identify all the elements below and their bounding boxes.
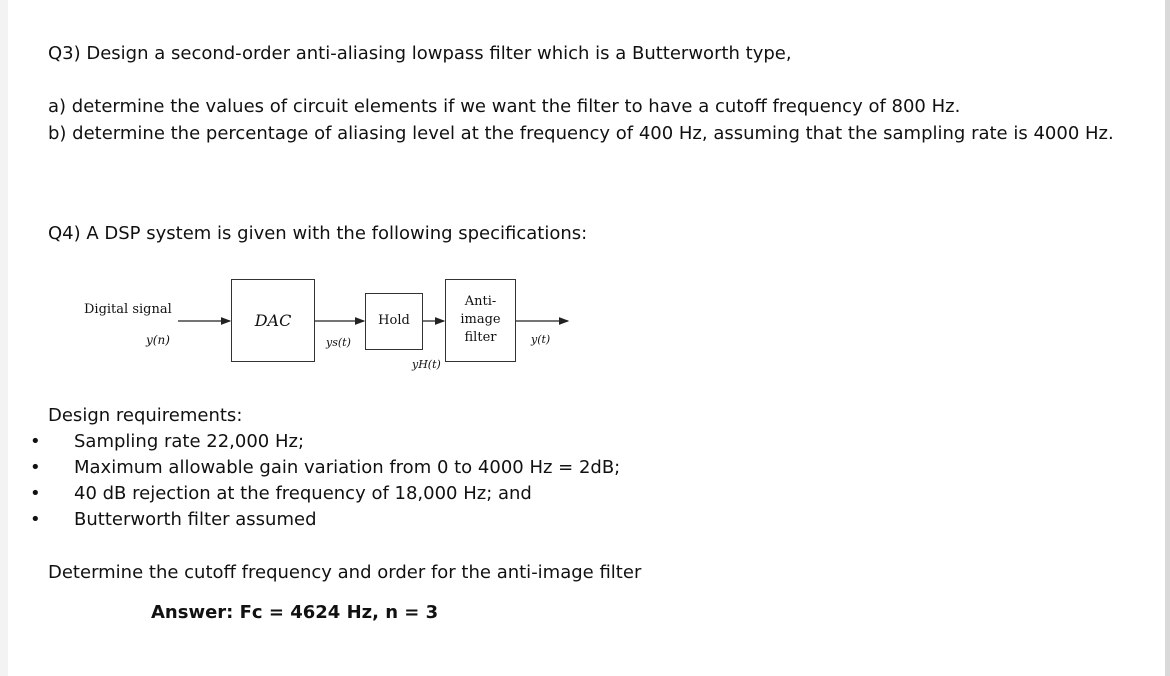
input-symbol: y(n) (146, 333, 170, 347)
bullet-icon: • (30, 509, 41, 530)
answer-text: Answer: Fc = 4624 Hz, n = 3 (151, 602, 439, 623)
yh-label: yH(t) (412, 358, 441, 371)
bullet-icon: • (30, 457, 41, 478)
input-label: Digital signal (84, 302, 172, 317)
filter-line-3: filter (464, 330, 497, 345)
requirement-item: Sampling rate 22,000 Hz; (74, 431, 305, 452)
dac-block (231, 279, 315, 362)
ys-label: ys(t) (326, 336, 351, 349)
filter-line-2: image (460, 312, 501, 327)
diagram-arrows (8, 270, 1165, 380)
output-symbol: y(t) (531, 333, 551, 346)
q4-title: Q4) A DSP system is given with the following specifications: (48, 223, 588, 244)
bullet-icon: • (30, 431, 41, 452)
requirement-item: Butterworth filter assumed (74, 509, 317, 530)
q3-part-a: a) determine the values of circuit elements if we want the filter to have a cutoff frequency of 800 Hz. (48, 96, 961, 117)
q3-part-b: b) determine the percentage of aliasing level at the frequency of 400 Hz, assuming that the sampling rate is 4000 Hz. (48, 123, 1114, 144)
filter-line-1: Anti- (464, 294, 497, 309)
bullet-icon: • (30, 483, 41, 504)
page-edge (1165, 0, 1170, 676)
requirement-item: 40 dB rejection at the frequency of 18,000 Hz; and (74, 483, 532, 504)
determine-instruction: Determine the cutoff frequency and order for the anti-image filter (48, 562, 642, 583)
anti-image-filter-block (445, 279, 516, 362)
requirements-title: Design requirements: (48, 405, 243, 426)
dsp-block-diagram (8, 270, 1165, 380)
requirement-item: Maximum allowable gain variation from 0 to 4000 Hz = 2dB; (74, 457, 621, 478)
hold-label: Hold (378, 313, 410, 328)
dac-label: DAC (254, 311, 292, 330)
q3-title: Q3) Design a second-order anti-aliasing lowpass filter which is a Butterworth type, (48, 43, 792, 64)
hold-block (365, 293, 423, 350)
document-page (8, 0, 1165, 676)
